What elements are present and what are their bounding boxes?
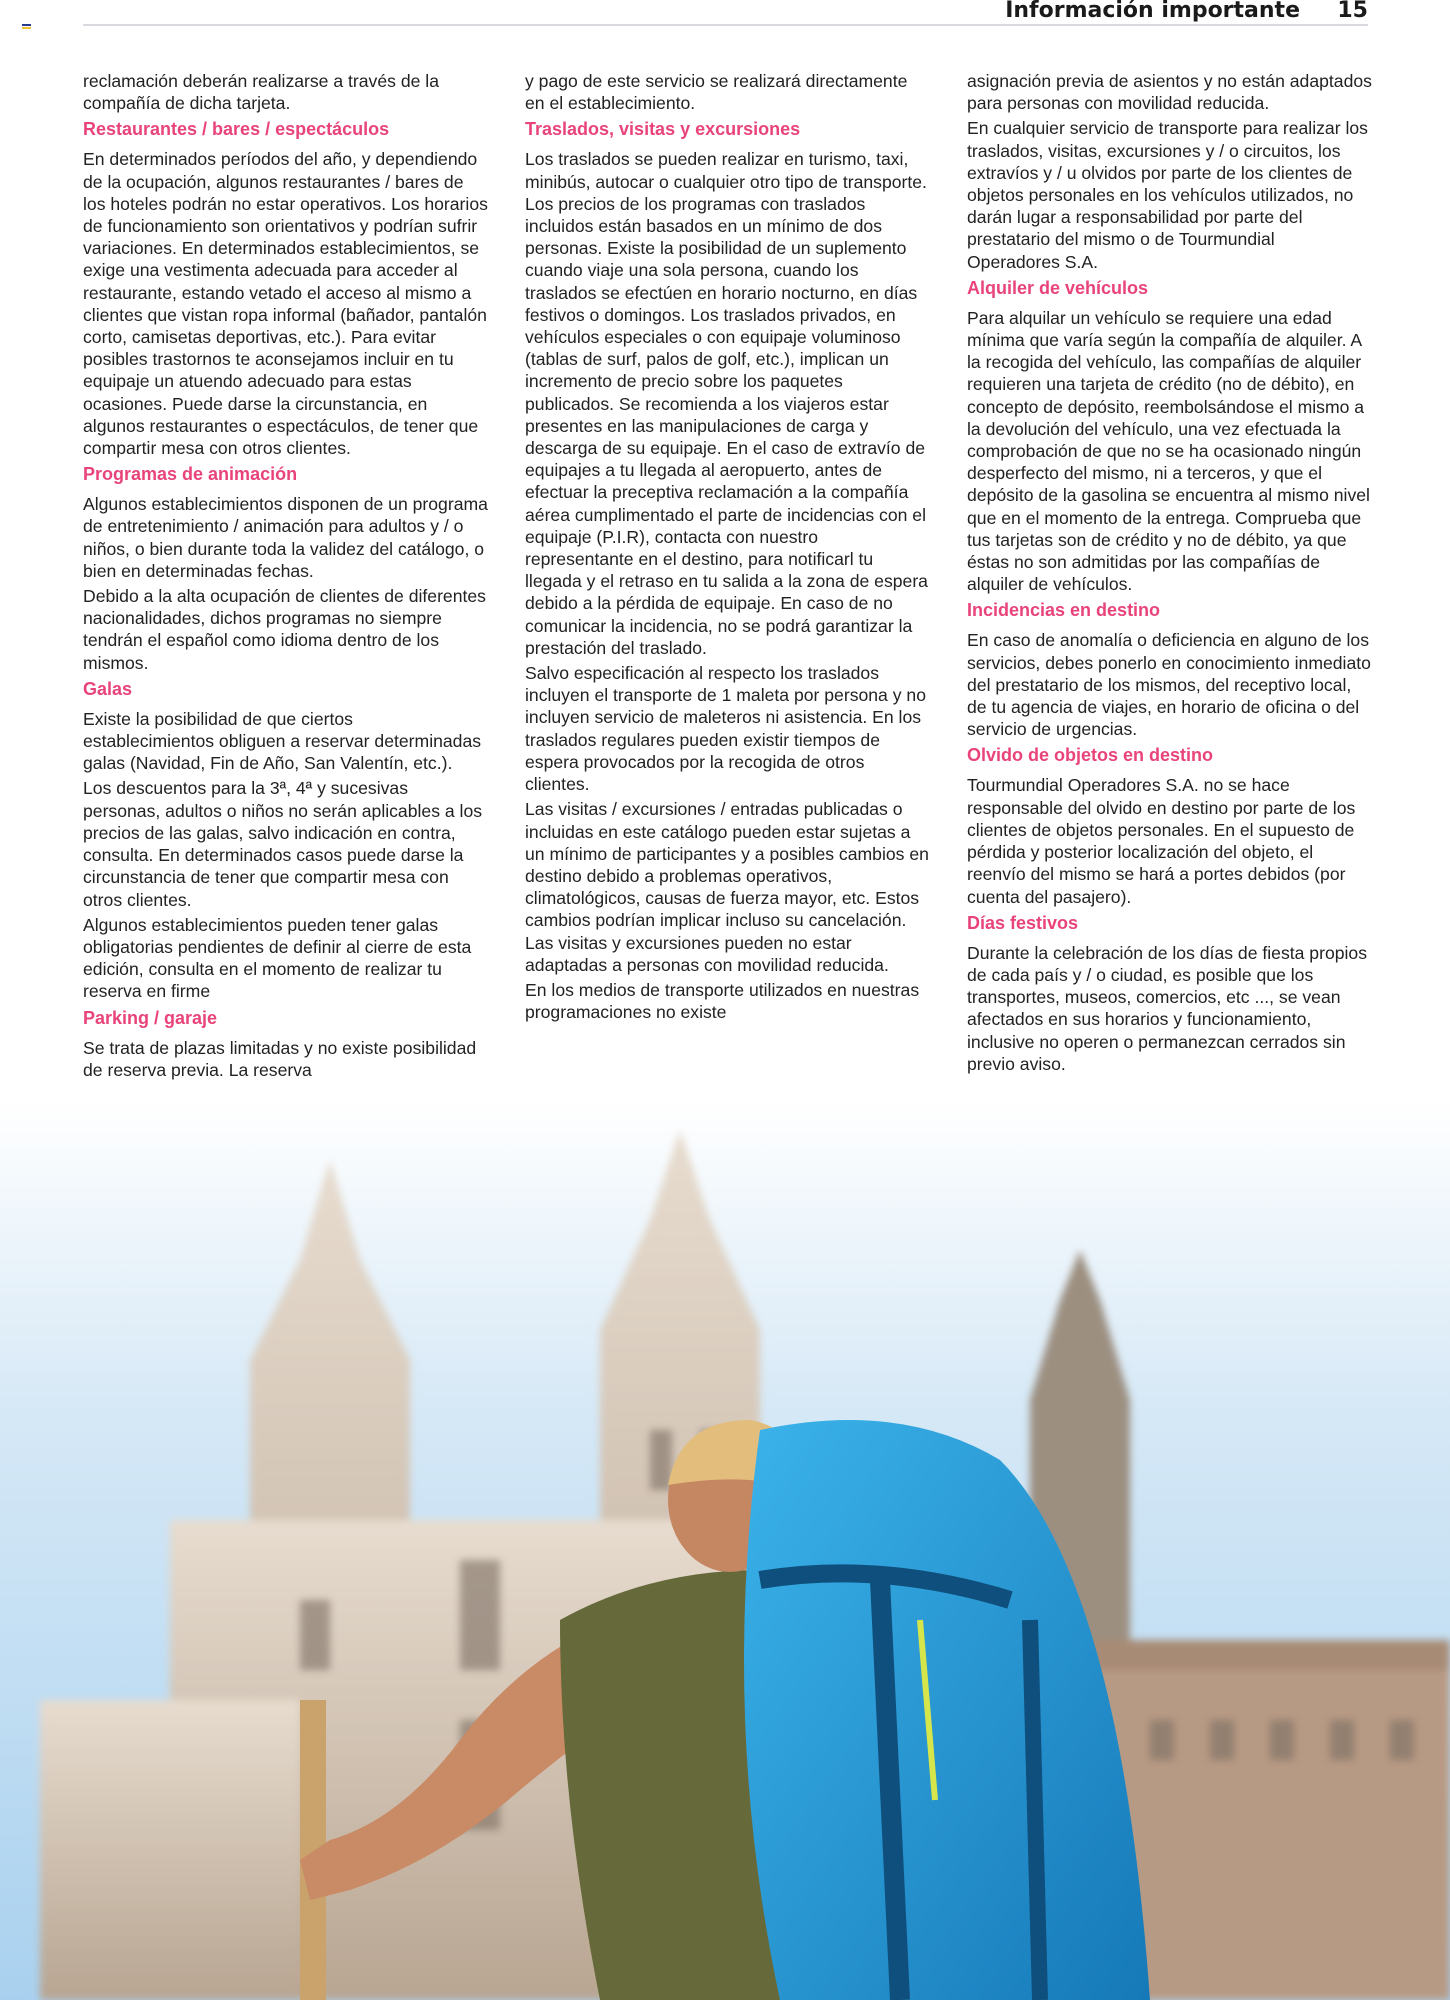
paragraph: asignación previa de asientos y no están adaptados para personas con movilidad reducida.	[967, 71, 1372, 114]
page-number: 15	[1337, 0, 1368, 23]
paragraph: Los descuentos para la 3ª, 4ª y sucesivas personas, adultos o niños no serán aplicables a los precios de las galas, salvo indicación en contra, consulta. En determinados casos puede darse la circunstancia de tener que compartir mesa con otros clientes.	[83, 778, 483, 910]
paragraph: En los medios de transporte utilizados en nuestras programaciones no existe	[525, 979, 920, 1023]
paragraph: En determinados períodos del año, y dependiendo de la ocupación, algunos restaurantes / bares de los hoteles podrán no estar operativos. Los horarios de funcionamiento son orientativos y podrían sufrir variaciones. En determinados establecimientos, se exige una vestimenta adecuada para acceder al restaurante, estando vetado el acceso al mismo a clientes que vistan ropa informal (bañador, pantalón corto, camisetas deportivas, etc.). Para evitar posibles trastornos te aconsejamos incluir en tu equipaje un atuendo adecuado para estas ocasiones. Puede darse la circunstancia, en algunos restaurantes o espectáculos, de tener que compartir mesa con otros clientes.	[83, 149, 488, 459]
paragraph: Para alquilar un vehículo se requiere una edad mínima que varía según la compañía de alquiler. A la recogida del vehículo, las compañías de alquiler requieren una tarjeta de crédito (no de débito), en concepto de depósito, reembolsándose el mismo a la devolución del vehículo, una vez efectuada la comprobación de que no se ha ocasionado ningún desperfecto del mismo, ni a terceros, y que el depósito de la gasolina se encuentra al mismo nivel que en el momento de la entrega. Comprueba que tus tarjetas son de crédito y no de débito, ya que éstas no son admitidas por las compañías de alquiler de vehículos.	[967, 307, 1370, 595]
paragraph: Algunos establecimientos disponen de un programa de entretenimiento / animación para adultos y / o niños, o bien durante toda la validez del catálogo, o bien en determinadas fechas.	[83, 494, 488, 581]
section-heading: Alquiler de vehículos	[967, 277, 1149, 298]
section-heading: Olvido de objetos en destino	[967, 745, 1214, 766]
paragraph: Existe la posibilidad de que ciertos establecimientos obliguen a reservar determinadas galas (Navidad, Fin de Año, San Valentín, etc.).	[83, 708, 482, 774]
text-column-1	[83, 70, 488, 1084]
hiker-cathedral-photo	[0, 1100, 1450, 2000]
paragraph: reclamación deberán realizarse a través de la compañía de dicha tarjeta.	[83, 71, 439, 114]
paragraph: En caso de anomalía o deficiencia en alguno de los servicios, debes ponerlo en conocimiento inmediato del prestatario de los mismos, del receptivo local, de tu agencia de viajes, en horario de oficina o del servicio de urgencias.	[967, 630, 1371, 740]
flag-icon	[22, 24, 31, 31]
paragraph: Debido a la alta ocupación de clientes de diferentes nacionalidades, dichos programas no siempre tendrán el español como idioma dentro de los mismos.	[83, 586, 486, 673]
section-heading: Traslados, visitas y excursiones	[525, 119, 801, 140]
paragraph: y pago de este servicio se realizará directamente en el establecimiento.	[525, 71, 908, 114]
header-divider	[83, 24, 1368, 26]
section-heading: Restaurantes / bares / espectáculos	[83, 119, 390, 140]
paragraph: Durante la celebración de los días de fiesta propios de cada país y / o ciudad, es posible que los transportes, museos, comercios, etc ..., se vean afectados en sus horarios y funcionamiento, inclusive no operen o permanezcan cerrados sin previo aviso.	[967, 942, 1368, 1074]
paragraph: Las visitas / excursiones / entradas publicadas o incluidas en este catálogo pueden estar sujetas a un mínimo de participantes y a posibles cambios en destino debido a problemas operativos, climatológicos, causas de fuerza mayor, etc. Estos cambios podrían implicar incluso su cancelación. Las visitas y excursiones pueden no estar adaptadas a personas con movilidad reducida.	[525, 799, 929, 975]
text-column-3	[967, 70, 1372, 1078]
text-column-2	[525, 70, 930, 1026]
section-heading: Parking / garaje	[83, 1007, 218, 1028]
paragraph: Los traslados se pueden realizar en turismo, taxi, minibús, autocar o cualquier otro tipo de transporte. Los precios de los programas con traslados incluidos están basados en un mínimo de dos personas. Existe la posibilidad de un suplemento cuando viaje una sola persona, cuando los traslados se efectúen en horario nocturno, en días festivos o domingos. Los traslados privados, en vehículos especiales o con equipaje voluminoso (tablas de surf, palos de golf, etc.), implican un incremento de precio sobre los paquetes publicados. Se recomienda a los viajeros estar presentes en las manipulaciones de carga y descarga de su equipaje. En el caso de extravío de equipajes a tu llegada al aeropuerto, antes de efectuar la preceptiva reclamación a la compañía aérea cumplimentado el parte de incidencias con el equipaje (P.I.R), contacta con nuestro representante en el destino, para notificarl tu llegada y el retraso en tu salida a la zona de espera debido a la pérdida de equipaje. En caso de no comunicar la incidencia, no se podrá garantizar la prestación del traslado.	[525, 149, 928, 658]
paragraph: Algunos establecimientos pueden tener galas obligatorias pendientes de definir al cierre de esta edición, consulta en el momento de realizar tu reserva en firme	[83, 914, 472, 1002]
section-heading: Galas	[83, 678, 133, 699]
section-heading: Programas de animación	[83, 464, 298, 485]
paragraph: En cualquier servicio de transporte para realizar los traslados, visitas, excursiones y / o circuitos, los extravíos y / u olvidos por parte de los clientes de objetos personales en los vehículos utilizados, no darán lugar a responsabilidad por parte del prestatario del mismo o de Tourmundial Operadores S.A.	[967, 118, 1368, 272]
section-heading: Días festivos	[967, 912, 1079, 933]
paragraph: Tourmundial Operadores S.A. no se hace responsable del olvido en destino por parte de los clientes de objetos personales. En el supuesto de pérdida y posterior localización del objeto, el reenvío del mismo se hará a portes debidos (por cuenta del pasajero).	[967, 775, 1356, 907]
section-heading: Incidencias en destino	[967, 600, 1161, 621]
paragraph: Salvo especificación al respecto los traslados incluyen el transporte de 1 maleta por persona y no incluyen servicio de maleteros ni asistencia. En los traslados regulares pueden existir tiempos de espera provocados por la recogida de otros clientes.	[525, 663, 926, 795]
page-title: Información importante	[1005, 0, 1300, 23]
paragraph: Se trata de plazas limitadas y no existe posibilidad de reserva previa. La reserva	[83, 1037, 477, 1080]
